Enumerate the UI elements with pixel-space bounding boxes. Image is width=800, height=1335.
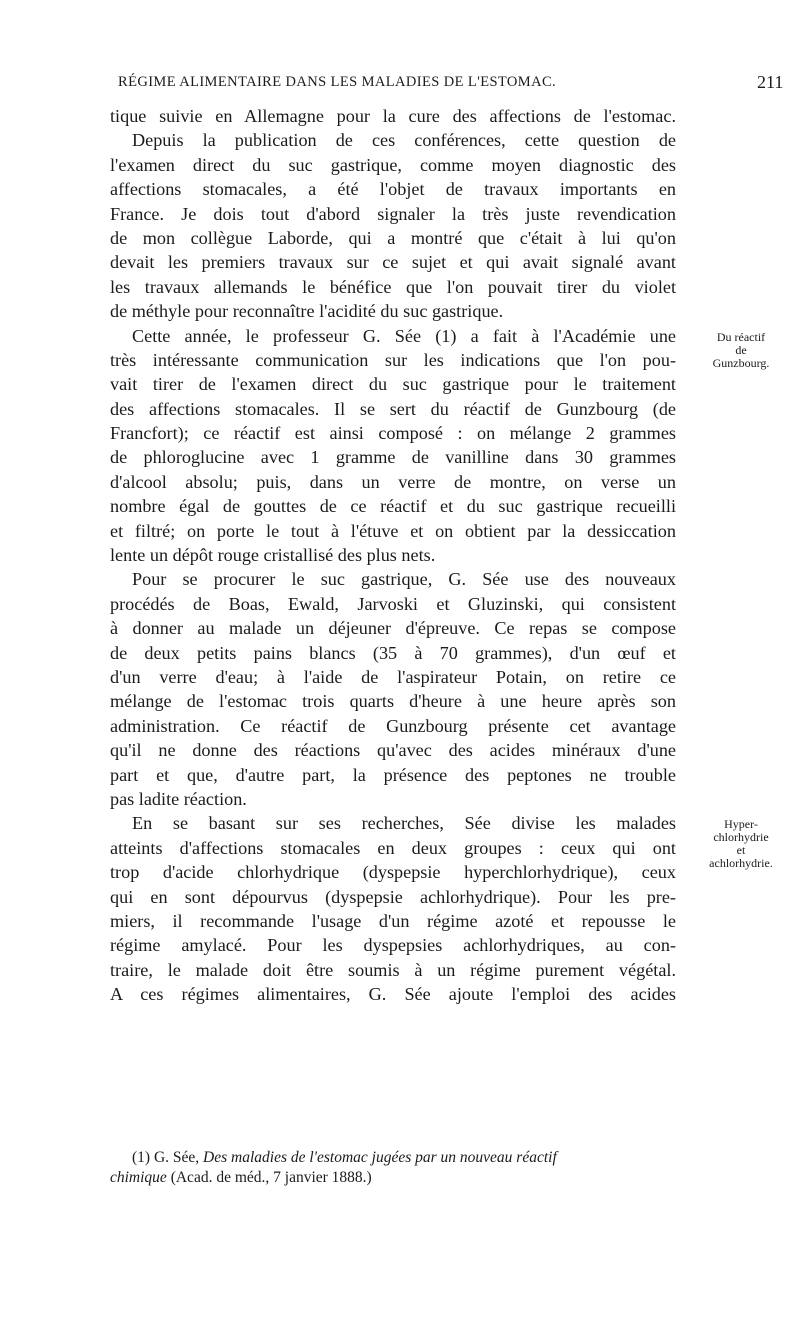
text-line: à donner au malade un déjeuner d'épreuve. Ce repas se compose xyxy=(110,618,676,639)
footnote-prefix: (1) G. Sée, xyxy=(132,1149,204,1166)
running-header-title: RÉGIME ALIMENTAIRE DANS LES MALADIES DE L'ESTOMAC. xyxy=(118,74,557,90)
body-text xyxy=(110,104,676,1006)
text-line: lente un dépôt rouge cristallisé des plus nets. xyxy=(110,545,436,566)
text-line: qu'il ne donne des réactions qu'avec des acides minéraux d'une xyxy=(110,740,676,761)
margin-note-line: Hyper- xyxy=(724,817,758,831)
footnote xyxy=(110,1148,676,1188)
text-line: nombre égal de gouttes de ce réactif et du suc gastrique recueilli xyxy=(110,496,676,517)
text-line: miers, il recommande l'usage d'un régime azoté et repousse le xyxy=(110,910,676,931)
footnote-line xyxy=(110,1168,676,1188)
text-line: A ces régimes alimentaires, G. Sée ajoute l'emploi des acides xyxy=(110,984,676,1005)
margin-note-line: et xyxy=(736,843,746,857)
text-line: très intéressante communication sur les indications que l'on pou- xyxy=(110,349,676,370)
margin-note-line: achlorhydrie. xyxy=(709,856,773,870)
text-line: Depuis la publication de ces conférences, cette question de xyxy=(132,130,676,151)
running-header xyxy=(0,74,800,96)
margin-note-line: chlorhydrie xyxy=(713,830,769,844)
text-line: procédés de Boas, Ewald, Jarvoski et Gluzinski, qui consistent xyxy=(110,593,676,614)
text-line: d'un verre d'eau; à l'aide de l'aspirateur Potain, on retire ce xyxy=(110,666,676,687)
footnote-title: Des maladies de l'estomac jugées par un nouveau réactif xyxy=(203,1149,557,1166)
text-line: France. Je dois tout d'abord signaler la très juste revendication xyxy=(110,203,676,224)
text-line: de deux petits pains blancs (35 à 70 grammes), d'un œuf et xyxy=(110,642,676,663)
text-line: tique suivie en Allemagne pour la cure des affections de l'estomac. xyxy=(110,106,676,126)
text-line: l'examen direct du suc gastrique, comme moyen diagnostic des xyxy=(110,154,676,175)
text-line: En se basant sur ses recherches, Sée divise les malades xyxy=(132,813,676,834)
text-line: part et que, d'autre part, la présence des peptones ne trouble xyxy=(110,764,676,785)
text-line: des affections stomacales. Il se sert du réactif de Gunzbourg (de xyxy=(110,398,676,419)
text-line: qui en sont dépourvus (dyspepsie achlorhydrique). Pour les pre- xyxy=(110,886,676,907)
text-line: Cette année, le professeur G. Sée (1) a fait à l'Académie une xyxy=(132,325,676,346)
text-line: devait les premiers travaux sur ce sujet et qui avait signalé avant xyxy=(110,252,676,273)
text-line: d'alcool absolu; puis, dans un verre de montre, on verse un xyxy=(110,471,676,492)
margin-note-line: Du réactif xyxy=(716,330,766,344)
text-line: administration. Ce réactif de Gunzbourg présente cet avantage xyxy=(110,715,676,736)
text-line: vait tirer de l'examen direct du suc gastrique pour le traitement xyxy=(110,374,676,395)
margin-note-reactif xyxy=(682,331,800,370)
text-line: Francfort); ce réactif est ainsi composé : on mélange 2 grammes xyxy=(110,423,676,444)
margin-note-line: de xyxy=(735,343,747,357)
margin-note-hyperchlorhydrie xyxy=(682,818,800,870)
text-line: traire, le malade doit être soumis à un régime purement végétal. xyxy=(110,959,676,980)
text-line: Pour se procurer le suc gastrique, G. Sée use des nouveaux xyxy=(132,569,676,590)
footnote-citation: (Acad. de méd., 7 janvier 1888.) xyxy=(166,1169,372,1186)
margin-note-line: Gunzbourg. xyxy=(712,356,770,370)
text-line: de méthyle pour reconnaître l'acidité du suc gastrique. xyxy=(110,301,504,322)
text-line: pas ladite réaction. xyxy=(110,788,247,809)
text-line: de mon collègue Laborde, qui a montré que c'était à lui qu'on xyxy=(110,227,676,248)
footnote-title-cont: chimique xyxy=(110,1169,167,1186)
page-number: 211 xyxy=(757,72,784,92)
text-line: trop d'acide chlorhydrique (dyspepsie hyperchlorhydrique), ceux xyxy=(110,862,676,883)
text-line: affections stomacales, a été l'objet de travaux importants en xyxy=(110,179,676,200)
text-line: de phloroglucine avec 1 gramme de vanilline dans 30 grammes xyxy=(110,447,676,468)
text-line: mélange de l'estomac trois quarts d'heure à une heure après son xyxy=(110,691,676,712)
footnote-line xyxy=(110,1148,676,1168)
text-line: les travaux allemands le bénéfice que l'on pouvait tirer du violet xyxy=(110,276,676,297)
text-line: atteints d'affections stomacales en deux groupes : ceux qui ont xyxy=(110,837,676,858)
text-line: régime amylacé. Pour les dyspepsies achlorhydriques, au con- xyxy=(110,935,676,956)
text-line: et filtré; on porte le tout à l'étuve et on obtient par la dessiccation xyxy=(110,520,676,541)
